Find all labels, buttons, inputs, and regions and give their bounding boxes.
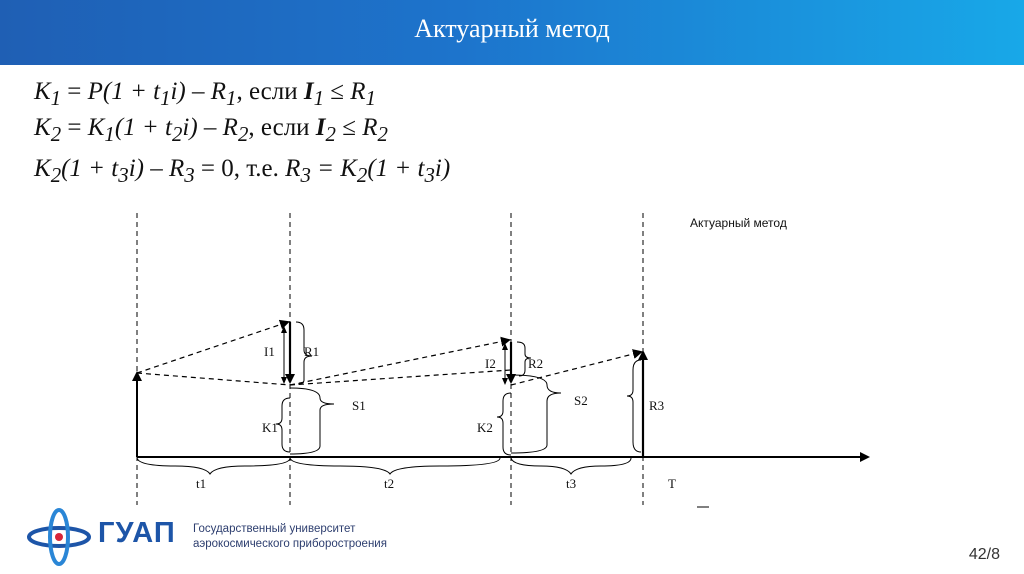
- formula-line-1: $К_1 = P(1 + t_1i) - R_1$, если $I_1 \le R_1$: [34, 78, 376, 110]
- label-k1: K1: [262, 420, 278, 435]
- label-i2: I2: [485, 356, 496, 371]
- formula-line-2: $K_2 = K_1(1 + t_2i) - R_2$, если $I_2 \le R_2$: [34, 114, 388, 146]
- label-t1: t1: [196, 476, 207, 491]
- label-r1: R1: [304, 344, 320, 359]
- dashed-guides: [137, 213, 643, 505]
- brace-s2: [511, 375, 561, 453]
- level-line-1: [137, 373, 290, 385]
- brace-k2: [497, 393, 511, 455]
- label-total-time: T: [668, 476, 676, 491]
- guap-logo-icon: [26, 507, 92, 567]
- label-i1: I1: [264, 344, 275, 359]
- brace-t1: [137, 458, 290, 474]
- logo-subtitle-line-1: Государственный университет: [193, 523, 356, 535]
- diagram-caption: Актуарный метод: [690, 216, 787, 230]
- label-r3: R3: [649, 398, 665, 413]
- logo-name: ГУАП: [98, 517, 176, 549]
- label-s1: S1: [352, 398, 366, 413]
- label-t3: t3: [566, 476, 577, 491]
- page-number: 42/8: [968, 546, 1000, 563]
- growth-line-2: [290, 340, 509, 385]
- label-s2: S2: [574, 393, 588, 408]
- label-k2: K2: [477, 420, 493, 435]
- brace-k1: [276, 398, 290, 452]
- brace-t2: [290, 458, 500, 474]
- brace-t3: [511, 458, 631, 474]
- page-title: Актуарный метод: [414, 14, 610, 43]
- label-t2: t2: [384, 476, 395, 491]
- logo-subtitle-line-2: аэрокосмического приборостроения: [193, 538, 387, 550]
- formula-line-3: $K_2(1 + t_3i) - R_3 = 0$, т.е. $R_3 = K_2(1 + t_3i)$: [34, 155, 451, 187]
- brace-r3: [627, 360, 641, 452]
- label-r2: R2: [528, 356, 544, 371]
- brace-s1: [290, 388, 334, 454]
- level-line-2: [290, 370, 511, 385]
